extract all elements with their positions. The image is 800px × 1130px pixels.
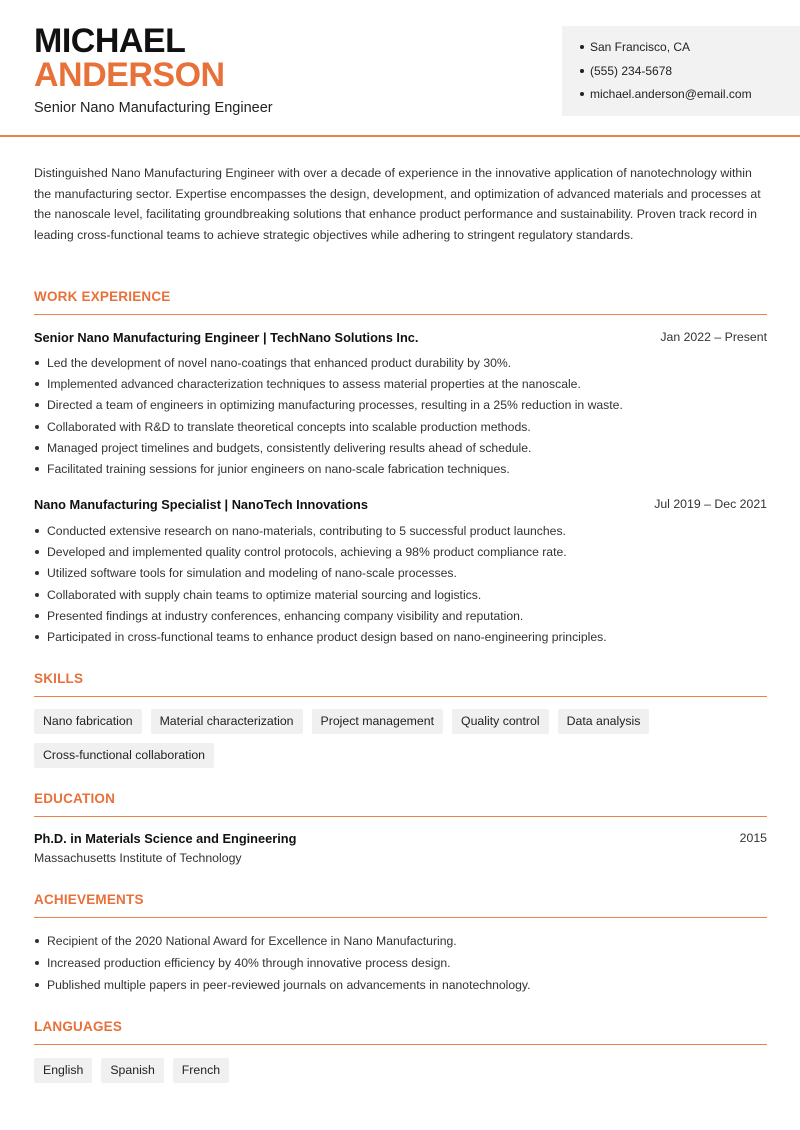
- job-bullets: [34, 523, 767, 650]
- list-item: Implemented advanced characterization techniques to assess material properties at the nanoscale.: [34, 376, 767, 397]
- education-year: 2015: [739, 831, 767, 845]
- first-name: MICHAEL: [34, 22, 186, 60]
- section-title-skills: SKILLS: [34, 671, 767, 697]
- list-item: Directed a team of engineers in optimizing manufacturing processes, resulting in a 25% reduction in waste.: [34, 397, 767, 418]
- skill-tag: Cross-functional collaboration: [34, 743, 214, 768]
- job-role: Senior Nano Manufacturing Engineer | TechNano Solutions Inc.: [34, 330, 419, 345]
- list-item: Presented findings at industry conferences, enhancing company visibility and reputation.: [34, 608, 767, 629]
- job-heading: [34, 497, 767, 512]
- job-bullets: [34, 355, 767, 482]
- language-tag: Spanish: [101, 1058, 163, 1083]
- headline-title: Senior Nano Manufacturing Engineer: [34, 100, 273, 116]
- summary-paragraph: Distinguished Nano Manufacturing Engineer with over a decade of experience in the innovative application of nanotechnology within the manufacturing sector. Expertise encompasses the design, development, and optimization of advanced materials and processes at the nanoscale level, facilitating groundbreaking solutions that enhance product performance and sustainability. Proven track record in leading cross-functional teams to achieve strategic objectives while adhering to stringent regulatory standards.: [34, 166, 761, 242]
- list-item: Collaborated with supply chain teams to optimize material sourcing and logistics.: [34, 587, 767, 608]
- list-item: Participated in cross-functional teams to enhance product design based on nano-engineering principles.: [34, 629, 767, 650]
- section-title-education: EDUCATION: [34, 791, 767, 817]
- job-dates: Jan 2022 – Present: [660, 330, 767, 344]
- skill-tag: Quality control: [452, 709, 549, 734]
- skill-tag: Nano fabrication: [34, 709, 142, 734]
- skill-tag: Data analysis: [558, 709, 650, 734]
- list-item: Conducted extensive research on nano-materials, contributing to 5 successful product launches.: [34, 523, 767, 544]
- contact-phone: (555) 234-5678: [580, 62, 800, 86]
- contact-email[interactable]: michael.anderson@email.com: [580, 85, 800, 109]
- skill-tag: Project management: [312, 709, 443, 734]
- job-role: Nano Manufacturing Specialist | NanoTech Innovations: [34, 497, 368, 512]
- section-title-languages: LANGUAGES: [34, 1019, 767, 1045]
- skills-tags: [34, 709, 767, 768]
- education-degree: [34, 831, 767, 846]
- section-title-achievements: ACHIEVEMENTS: [34, 892, 767, 918]
- skill-tag: Material characterization: [151, 709, 303, 734]
- list-item: Increased production efficiency by 40% through innovative process design.: [34, 955, 767, 977]
- section-title-work: WORK EXPERIENCE: [34, 289, 767, 315]
- job-dates: Jul 2019 – Dec 2021: [654, 497, 767, 511]
- list-item: Developed and implemented quality control protocols, achieving a 98% product compliance rate.: [34, 544, 767, 565]
- list-item: Facilitated training sessions for junior engineers on nano-scale fabrication techniques.: [34, 461, 767, 482]
- last-name: ANDERSON: [34, 56, 225, 94]
- language-tag: French: [173, 1058, 229, 1083]
- languages-tags: [34, 1058, 767, 1083]
- list-item: Published multiple papers in peer-reviewed journals on advancements in nanotechnology.: [34, 977, 767, 999]
- language-tag: English: [34, 1058, 92, 1083]
- achievements-list: [34, 933, 767, 999]
- education-school: Massachusetts Institute of Technology: [34, 851, 242, 865]
- job-heading: [34, 330, 767, 345]
- list-item: Collaborated with R&D to translate theoretical concepts into scalable production methods.: [34, 419, 767, 440]
- contact-box: [562, 26, 800, 116]
- degree-name: Ph.D. in Materials Science and Engineering: [34, 831, 297, 846]
- list-item: Managed project timelines and budgets, consistently delivering results ahead of schedule.: [34, 440, 767, 461]
- list-item: Utilized software tools for simulation and modeling of nano-scale processes.: [34, 565, 767, 586]
- list-item: Led the development of novel nano-coatings that enhanced product durability by 30%.: [34, 355, 767, 376]
- contact-location: San Francisco, CA: [580, 38, 800, 62]
- list-item: Recipient of the 2020 National Award for Excellence in Nano Manufacturing.: [34, 933, 767, 955]
- resume-header: [0, 0, 800, 137]
